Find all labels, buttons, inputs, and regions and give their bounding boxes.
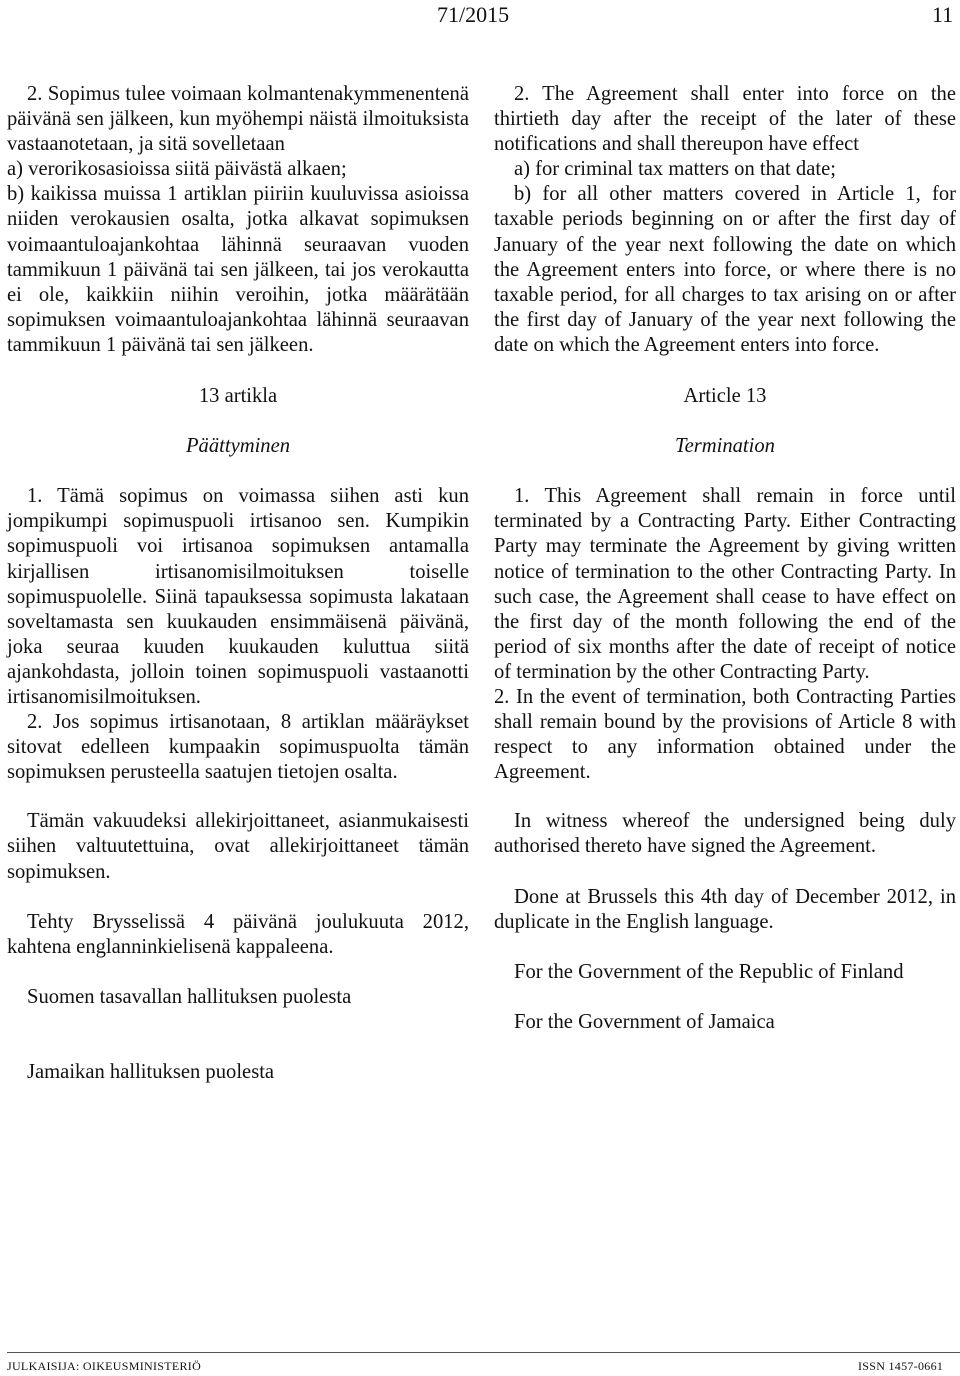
fi-done-clause: Tehty Brysselissä 4 päivänä joulukuuta 2012, kahtena englanninkielisenä kappaleena. bbox=[7, 910, 469, 958]
en-item-b: b) for all other matters covered in Article 1, for taxable periods beginning on or after the first day of January of the year next following the date on which the Agreement enters into force, or where there is no taxable period, for all charges to tax arising on or after the first day of January of the year next following the date on which the Agreement enters into force. bbox=[494, 183, 956, 356]
issue-number: 71/2015 bbox=[437, 2, 510, 27]
footer-divider bbox=[7, 1352, 960, 1353]
fi-paragraph-2: 2. Sopimus tulee voimaan kolmantenakymmenentenä päivänä sen jälkeen, kun myöhempi näistä ilmoituksista vastaanotetaan, ja sitä sovelletaan bbox=[7, 83, 469, 156]
en-item-a: a) for criminal tax matters on that date; bbox=[514, 158, 836, 181]
en-article-title: Termination bbox=[675, 435, 775, 458]
en-article-paragraph-1: 1. This Agreement shall remain in force until terminated by a Contracting Party. Either Contracting Party may terminate the Agreement by giving written notice of termination to the other Contracting Party. In such case, the Agreement shall cease to have effect on the first day of the month following the end of the period of six months after the date of receipt of notice of termination by the other Contracting Party. bbox=[494, 485, 956, 683]
english-column bbox=[494, 82, 956, 1035]
footer-publisher: JULKAISIJA: OIKEUSMINISTERIÖ bbox=[7, 1359, 202, 1373]
footer-issn: ISSN 1457-0661 bbox=[858, 1359, 944, 1373]
fi-article-title: Päättyminen bbox=[185, 435, 291, 458]
en-done-clause: Done at Brussels this 4th day of December 2012, in duplicate in the English language. bbox=[494, 885, 956, 933]
en-article-heading: Article 13 bbox=[683, 385, 767, 408]
fi-witness-clause: Tämän vakuudeksi allekirjoittaneet, asianmukaisesti siihen valtuutettuina, ovat allekirjoittaneet tämän sopimuksen. bbox=[7, 810, 469, 883]
fi-signature-finland: Suomen tasavallan hallituksen puolesta bbox=[27, 985, 352, 1008]
fi-article-paragraph-1: 1. Tämä sopimus on voimassa siihen asti kun jompikumpi sopimuspuoli irtisanoo sen. Kumpikin sopimuspuoli voi irtisanoa sopimuksen antamalla kirjallisen irtisanomisilmoituksen toiselle sopimuspuolelle. Siinä tapauksessa sopimusta lakataan soveltamasta sen kuukauden ensimmäisenä päivänä, joka seuraa kuuden kuukauden kuluttua siitä ajankohdasta, jolloin toinen sopimuspuoli vastaanotti irtisanomisilmoituksen. bbox=[7, 485, 469, 708]
finnish-column bbox=[7, 82, 469, 1085]
fi-article-heading: 13 artikla bbox=[198, 385, 278, 408]
en-article-paragraph-2: 2. In the event of termination, both Contracting Parties shall remain bound by the provisions of Article 8 with respect to any information obtained under the Agreement. bbox=[494, 685, 956, 784]
en-signature-jamaica: For the Government of Jamaica bbox=[514, 1010, 775, 1033]
en-paragraph-2: 2. The Agreement shall enter into force on the thirtieth day after the receipt of the later of these notifications and shall thereupon have effect bbox=[494, 83, 956, 156]
fi-signature-jamaica: Jamaikan hallituksen puolesta bbox=[27, 1060, 275, 1083]
fi-item-b: b) kaikissa muissa 1 artiklan piiriin kuuluvissa asioissa niiden verokausien osalta, jotka alkavat sopimuksen voimaantuloajankohtaa lähinnä seuraavan vuoden tammikuun 1 päivänä tai sen jälkeen, tai jos verokautta ei ole, kaikkiin niihin veroihin, jotka määrätään sopimuksen voimaantuloajankohtaa lähinnä seuraavan tammikuun 1 päivänä tai sen jälkeen. bbox=[7, 183, 469, 356]
fi-item-a: a) verorikosasioissa siitä päivästä alkaen; bbox=[7, 158, 347, 181]
en-witness-clause: In witness whereof the undersigned being duly authorised thereto have signed the Agreement. bbox=[494, 810, 956, 858]
page-number: 11 bbox=[932, 2, 954, 27]
fi-article-paragraph-2: 2. Jos sopimus irtisanotaan, 8 artiklan määräykset sitovat edelleen kumpaakin sopimuspuolta tämän sopimuksen perusteella saatujen tietojen osalta. bbox=[7, 711, 469, 784]
en-signature-finland: For the Government of the Republic of Finland bbox=[514, 960, 904, 983]
